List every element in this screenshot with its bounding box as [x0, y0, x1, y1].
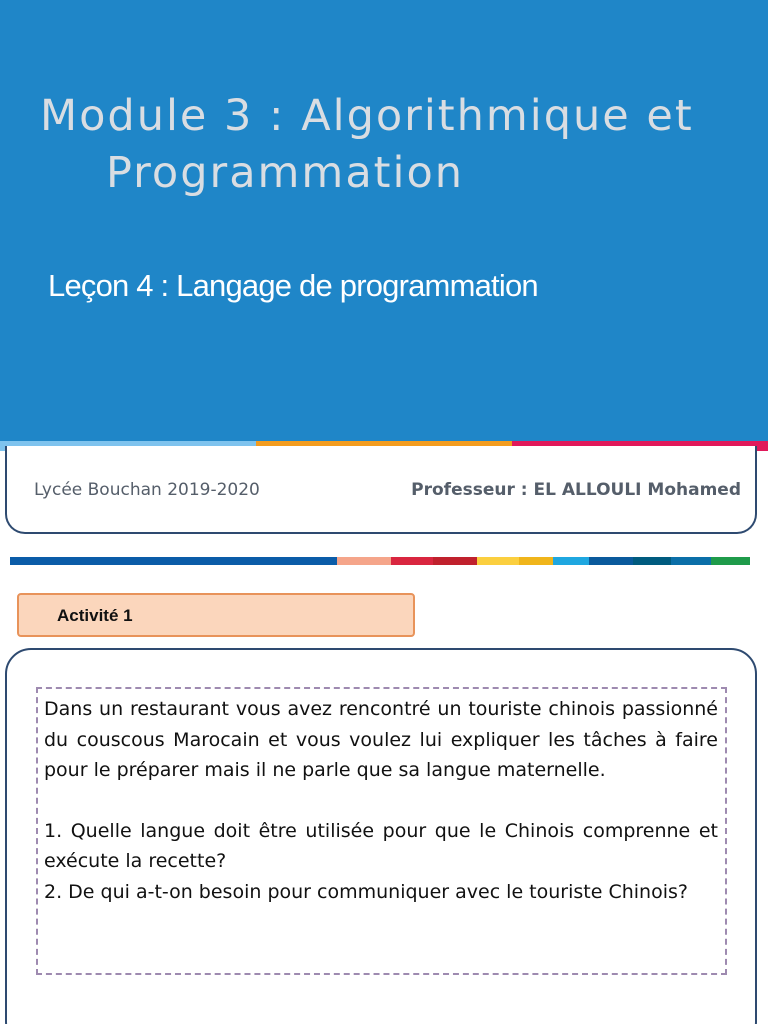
divider-segment: [671, 557, 711, 565]
divider-segment: [711, 557, 750, 565]
divider-segment: [391, 557, 433, 565]
school-year-label: Lycée Bouchan 2019-2020: [34, 480, 260, 500]
module-title-line2: Programmation: [106, 148, 465, 198]
multicolor-divider: [10, 557, 750, 565]
divider-segment: [633, 557, 671, 565]
lesson-title: Leçon 4 : Langage de programmation: [48, 268, 538, 303]
teacher-label: Professeur : EL ALLOULI Mohamed: [411, 480, 741, 500]
divider-segment: [337, 557, 391, 565]
divider-segment: [477, 557, 519, 565]
activity-question-2: 2. De qui a-t-on besoin pour communiquer avec le touriste Chinois?: [44, 880, 688, 903]
activity-question-1: 1. Quelle langue doit être utilisée pour que le Chinois comprenne et exécute la recette?: [44, 819, 718, 872]
activity-label: Activité 1: [57, 606, 133, 625]
activity-label-box: [17, 593, 415, 637]
divider-segment: [519, 557, 553, 565]
title-banner: [0, 0, 768, 442]
divider-segment: [589, 557, 633, 565]
info-box: [5, 446, 757, 534]
divider-segment: [433, 557, 477, 565]
activity-intro: Dans un restaurant vous avez rencontré un touriste chinois passionné du couscous Marocain et vous voulez lui expliquer les tâches à faire pour le préparer mais il ne parle que sa langue maternelle.: [44, 698, 718, 781]
activity-text: [44, 694, 718, 907]
divider-segment: [553, 557, 589, 565]
divider-segment: [10, 557, 337, 565]
module-title-line1: Module 3 : Algorithmique et: [40, 91, 694, 141]
module-title: [40, 88, 740, 202]
